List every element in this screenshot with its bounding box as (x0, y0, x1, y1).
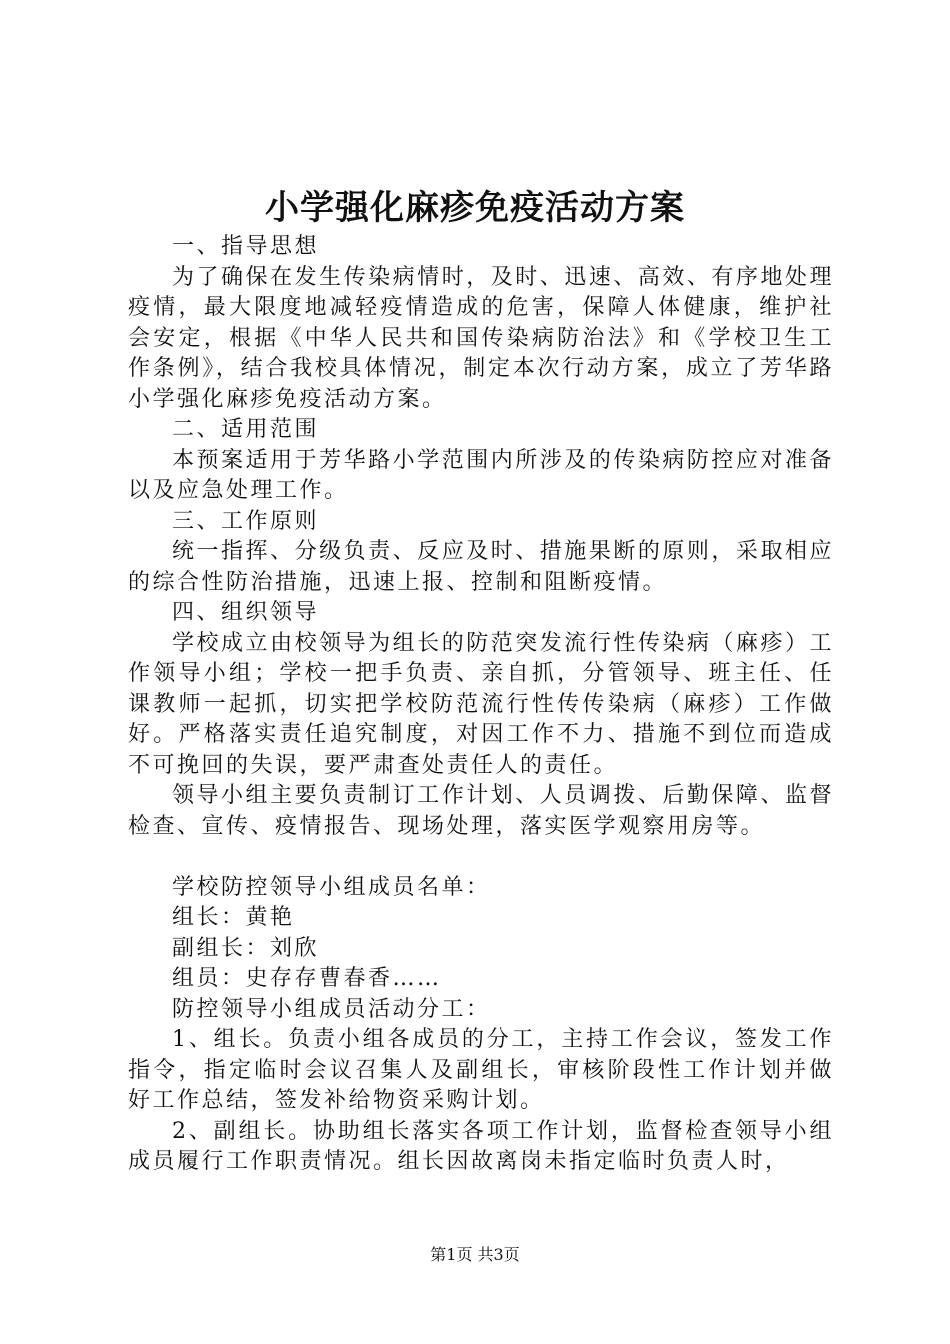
page-title: 小学强化麻疹免疫活动方案 (265, 188, 685, 228)
body-paragraph: 本预案适用于芳华路小学范围内所涉及的传染病防控应对准备以及应急处理工作。 (128, 447, 834, 503)
member-deputy-leader: 副组长：刘欣 (172, 935, 320, 961)
section-heading: 一、指导思想 (172, 234, 320, 259)
member-members: 组员：史存存曹春香…… (172, 966, 442, 991)
section-heading: 四、组织领导 (172, 600, 320, 625)
section-heading: 三、工作原则 (172, 508, 320, 534)
blank-line (128, 842, 834, 873)
duty-item: 2、副组长。协助组长落实各项工作计划，监督检查领导小组成员履行工作职责情况。组长因故离岗未指定临时负责人时， (128, 1118, 834, 1174)
page-footer: 第1页 共3页 (430, 1245, 520, 1264)
body-paragraph: 领导小组主要负责制订工作计划、人员调拨、后勤保障、监督检查、宣传、疫情报告、现场处理，落实医学观察用房等。 (128, 783, 834, 839)
member-leader: 组长：黄艳 (172, 905, 295, 930)
body-paragraph: 为了确保在发生传染病情时，及时、迅速、高效、有序地处理疫情，最大限度地减轻疫情造成的危害，保障人体健康，维护社会安定，根据《中华人民共和国传染病防治法》和《学校卫生工作条例》，结合我校具体情况，制定本次行动方案，成立了芳华路小学强化麻疹免疫活动方案。 (128, 264, 834, 412)
document-body (128, 232, 834, 1178)
duty-item: 1、组长。负责小组各成员的分工，主持工作会议，签发工作指令，指定临时会议召集人及副组长，审核阶段性工作计划并做好工作总结，签发补给物资采购计划。 (128, 1027, 834, 1113)
member-list-heading: 学校防控领导小组成员名单： (172, 874, 491, 900)
body-paragraph: 学校成立由校领导为组长的防范突发流行性传染病（麻疹）工作领导小组；学校一把手负责、亲自抓，分管领导、班主任、任课教师一起抓，切实把学校防范流行性传传染病（麻疹）工作做好。严格落实责任追究制度，对因工作不力、措施不到位而造成不可挽回的失误，要严肃查处责任人的责任。 (128, 630, 834, 778)
section-heading: 二、适用范围 (172, 417, 320, 442)
duty-heading: 防控领导小组成员活动分工： (172, 996, 491, 1022)
body-paragraph: 统一指挥、分级负责、反应及时、措施果断的原则，采取相应的综合性防治措施，迅速上报、控制和阻断疫情。 (128, 539, 834, 595)
